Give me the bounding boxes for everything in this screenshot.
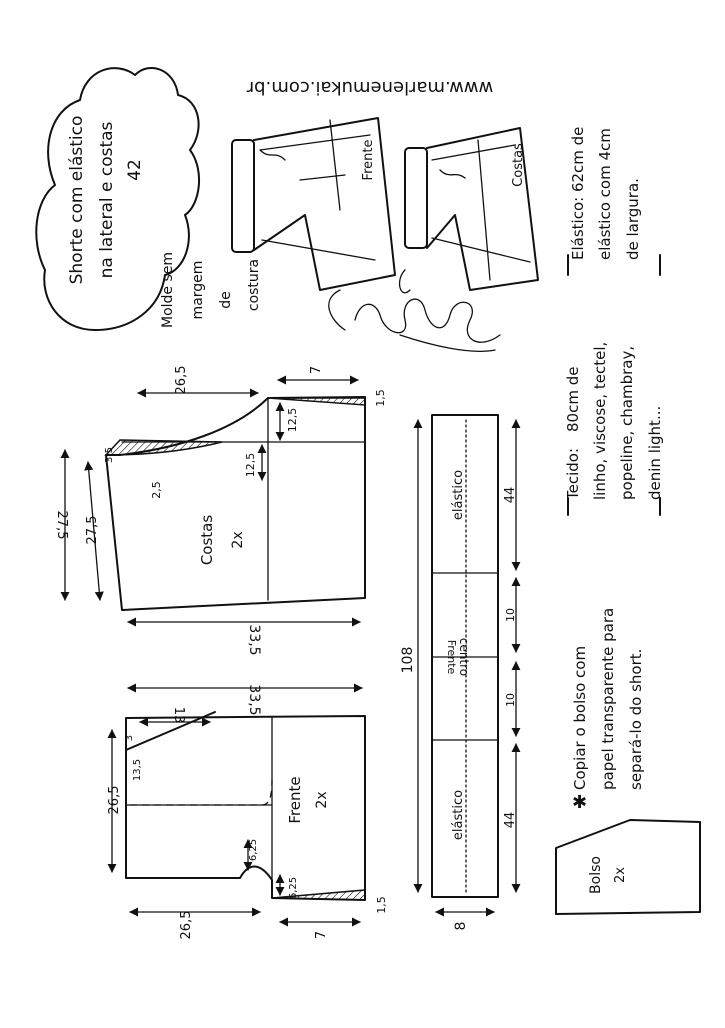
waistband-front: Frente bbox=[445, 639, 458, 675]
back-piece-name: Costas bbox=[198, 514, 216, 566]
seam-note-line4: costura bbox=[246, 258, 262, 312]
front-dim-side: 26,5 bbox=[107, 785, 122, 815]
front-dim-pocket: 13 bbox=[171, 706, 186, 724]
back-dim-hem-drop: 1,5 bbox=[374, 389, 387, 407]
illustration-back bbox=[405, 128, 538, 290]
back-dim-crotch-b: 12,5 bbox=[244, 452, 257, 478]
waistband-elastic-bottom: elástico bbox=[451, 789, 466, 841]
title-line2: na lateral e costas bbox=[97, 121, 117, 279]
back-dim-waist: 26,5 bbox=[174, 365, 189, 395]
pocket-note-line2: papel transparente para bbox=[599, 607, 617, 790]
seam-note-line3: de bbox=[218, 291, 234, 309]
waistband-seg-b: 10 bbox=[504, 608, 517, 622]
waistband-seg-a: 44 bbox=[503, 486, 518, 504]
seam-note bbox=[160, 252, 262, 328]
back-dim-crotch-c: 2,5 bbox=[150, 481, 163, 499]
front-dim-crotch-b: 6,25 bbox=[288, 876, 299, 900]
back-dim-crotch-a: 12,5 bbox=[286, 407, 299, 433]
fabric-line4: denin light... bbox=[646, 405, 664, 500]
waistband-center: centro bbox=[457, 637, 471, 677]
fabric-line1: 80cm de bbox=[564, 366, 582, 432]
back-dim-hem: 7 bbox=[309, 365, 324, 375]
front-piece-qty: 2x bbox=[314, 791, 330, 809]
front-dim-width: 33,5 bbox=[246, 684, 262, 716]
elastic-line1: Elástico: 62cm de bbox=[569, 126, 587, 260]
front-dim-pocket-a: 13,5 bbox=[132, 758, 143, 782]
waistband bbox=[400, 415, 518, 930]
back-piece-qty: 2x bbox=[230, 531, 246, 549]
notes-fabric bbox=[564, 342, 664, 515]
notes-pocket bbox=[571, 608, 645, 813]
back-dim-side-height: 27,5 bbox=[85, 515, 100, 545]
seam-note-line2: margem bbox=[190, 260, 206, 320]
title-size: 42 bbox=[125, 159, 145, 181]
notes-elastic bbox=[568, 127, 660, 275]
pocket-qty: 2x bbox=[613, 867, 628, 883]
pocket-piece bbox=[556, 820, 700, 914]
elastic-line2: elástico com 4cm bbox=[596, 128, 614, 260]
waistband-seg-c: 10 bbox=[504, 693, 517, 707]
waistband-length: 108 bbox=[400, 646, 416, 674]
pocket-name: Bolso bbox=[588, 856, 604, 894]
front-piece-name: Frente bbox=[286, 776, 304, 824]
front-dim-crotch-a: 6,25 bbox=[248, 838, 259, 862]
waistband-seg-d: 44 bbox=[503, 811, 518, 829]
fabric-title: Tecido: bbox=[564, 447, 582, 500]
pocket-note-line3: separá-lo do short. bbox=[627, 648, 645, 790]
illustration-back-label: Costas bbox=[511, 143, 526, 187]
website-group bbox=[246, 77, 493, 98]
elastic-line3: de largura. bbox=[624, 178, 642, 260]
fabric-line2: linho, viscose, tectel, bbox=[591, 341, 609, 500]
waistband-width: 8 bbox=[453, 921, 469, 931]
front-dim-hem-drop: 1,5 bbox=[375, 896, 388, 914]
back-dim-hip-top: 27,5 bbox=[54, 510, 69, 540]
back-dim-width: 33,5 bbox=[246, 624, 262, 656]
front-dim-waist: 26,5 bbox=[179, 910, 194, 940]
asterisk-icon: ✱ bbox=[572, 792, 588, 813]
waistband-elastic-top: elástico bbox=[451, 469, 466, 521]
pocket-note-line1: Copiar o bolso com bbox=[571, 645, 589, 790]
illustration-front-label: Frente bbox=[361, 139, 376, 181]
back-piece bbox=[54, 366, 387, 656]
seam-note-line1: Molde sem bbox=[160, 251, 176, 329]
front-piece bbox=[107, 684, 388, 939]
front-dim-hem: 7 bbox=[314, 930, 329, 940]
title-line1: Shorte com elástico bbox=[67, 115, 87, 285]
website-url: www.marlenemukai.com.br bbox=[246, 77, 494, 98]
fabric-line3: popeline, chambray, bbox=[618, 345, 636, 500]
back-dim-rise: 3,5 bbox=[104, 447, 115, 463]
front-dim-pocket-b: 3 bbox=[124, 734, 135, 742]
